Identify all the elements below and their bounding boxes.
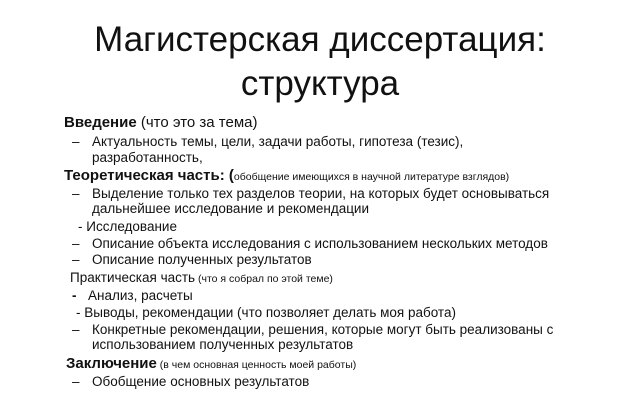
conclusion-item-text: Обобщение основных результатов xyxy=(92,374,310,389)
practical-item-3-line-1: Конкретные рекомендации, решения, которые могут быть реализованы с xyxy=(92,322,554,337)
bullet-dash: - xyxy=(72,288,77,303)
bullet-dash: – xyxy=(72,236,80,251)
intro-note: (что это за тема) xyxy=(136,114,258,131)
theory-item-1-line-2: дальнейшее исследование и рекомендации xyxy=(92,201,370,216)
conclusion-note: (в чем основная ценность моей работы) xyxy=(156,359,357,371)
theory-item-2: - Исследование xyxy=(78,219,177,234)
practical-note: (что я собрал по этой теме) xyxy=(195,273,333,285)
practical-item-2: - Выводы, рекомендации (что позволяет делать моя работа) xyxy=(76,305,456,320)
conclusion-heading-row xyxy=(66,355,356,374)
bullet-dash: – xyxy=(72,134,80,149)
practical-item-3-line-2: использованием полученных результатов xyxy=(92,337,354,352)
bullet-dash: – xyxy=(72,186,80,201)
theory-item-4-text: Описание полученных результатов xyxy=(92,252,312,267)
bullet-dash: – xyxy=(72,374,80,389)
practical-heading-row xyxy=(70,270,333,287)
intro-item-line-2: разработанность, xyxy=(92,150,203,165)
practical-item-1-text: Анализ, расчеты xyxy=(88,288,193,303)
practical-heading: Практическая часть xyxy=(70,270,196,285)
intro-heading-row xyxy=(64,114,258,132)
slide-title-line-2: структура xyxy=(240,64,400,103)
intro-item-line-1: Актуальность темы, цели, задачи работы, гипотеза (тезис), xyxy=(92,134,464,149)
bullet-dash: – xyxy=(72,252,80,267)
theory-heading-row xyxy=(64,167,509,186)
slide-title-line-1: Магистерская диссертация: xyxy=(94,20,546,59)
bullet-dash: – xyxy=(72,322,80,337)
intro-heading: Введение xyxy=(64,114,137,131)
conclusion-heading: Заключение xyxy=(66,355,157,372)
theory-note: обобщение имеющихся в научной литературе взглядов) xyxy=(233,171,510,183)
theory-heading: Теоретическая часть: ( xyxy=(64,167,234,184)
theory-item-3-text: Описание объекта исследования с использованием нескольких методов xyxy=(92,236,548,251)
theory-item-1-line-1: Выделение только тех разделов теории, на которых будет основываться xyxy=(92,186,550,201)
